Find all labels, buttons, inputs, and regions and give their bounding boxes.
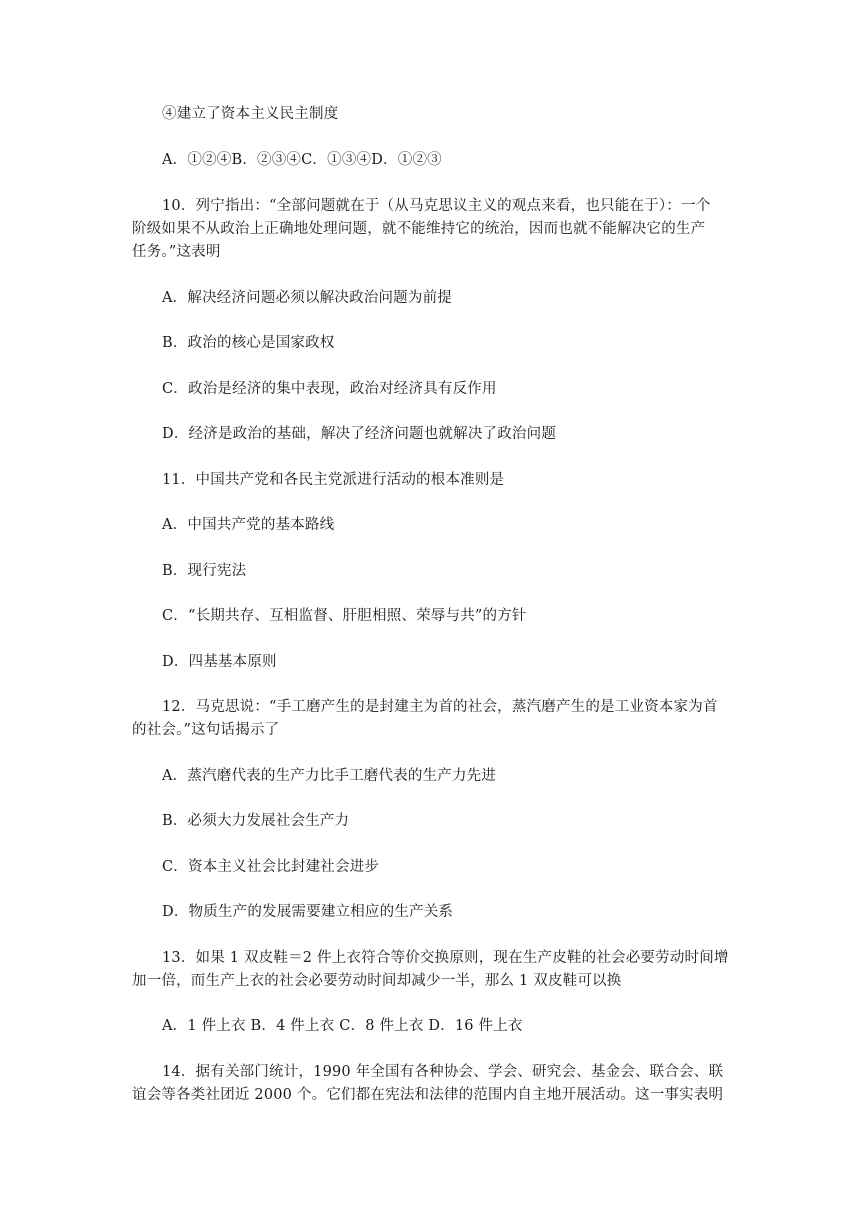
question-11: 11．中国共产党和各民主党派进行活动的根本准则是 xyxy=(162,472,505,488)
answer-choices: A．①②④B．②③④C．①③④D．①②③ xyxy=(162,152,442,168)
question-13-cont: 加一倍，而生产上衣的社会必要劳动时间却减少一半，那么 1 双皮鞋可以换 xyxy=(132,973,622,989)
option-d: D．四基基本原则 xyxy=(162,654,277,670)
option-b: B．政治的核心是国家政权 xyxy=(162,335,335,351)
option-b: B．现行宪法 xyxy=(162,563,247,579)
option-c: C．资本主义社会比封建社会进步 xyxy=(162,859,380,875)
question-12-cont: 的社会。”这句话揭示了 xyxy=(132,722,280,738)
option-line: ④建立了资本主义民主制度 xyxy=(162,106,339,122)
option-c: C．“长期共存、互相监督、肝胆相照、荣辱与共”的方针 xyxy=(162,608,527,624)
question-10-cont: 阶级如果不从政治上正确地处理问题，就不能维持它的统治，因而也就不能解决它的生产 xyxy=(132,221,706,237)
option-b: B．必须大力发展社会生产力 xyxy=(162,813,350,829)
option-d: D．经济是政治的基础，解决了经济问题也就解决了政治问题 xyxy=(162,426,557,442)
question-14: 14．据有关部门统计，1990 年全国有各种协会、学会、研究会、基金会、联合会、联 xyxy=(162,1064,724,1080)
question-10: 10．列宁指出：“全部问题就在于（从马克思议主义的观点来看，也只能在于）：一个 xyxy=(162,198,711,214)
question-10-cont: 任务。”这表明 xyxy=(132,244,221,260)
option-a: A．解决经济问题必须以解决政治问题为前提 xyxy=(162,290,452,306)
option-d: D．物质生产的发展需要建立相应的生产关系 xyxy=(162,904,454,920)
question-14-cont: 谊会等各类社团近 2000 个。它们都在宪法和法律的范围内自主地开展活动。这一事实表明 xyxy=(132,1087,724,1103)
option-a: A．中国共产党的基本路线 xyxy=(162,517,335,533)
question-12: 12．马克思说：“手工磨产生的是封建主为首的社会，蒸汽磨产生的是工业资本家为首 xyxy=(162,699,718,715)
option-c: C．政治是经济的集中表现，政治对经济具有反作用 xyxy=(162,381,497,397)
option-a: A．蒸汽磨代表的生产力比手工磨代表的生产力先进 xyxy=(162,768,497,784)
answer-choices: A．1 件上衣 B．4 件上衣 C．8 件上衣 D．16 件上衣 xyxy=(162,1018,523,1034)
question-13: 13．如果 1 双皮鞋＝2 件上衣符合等价交换原则，现在生产皮鞋的社会必要劳动时间增 xyxy=(162,950,729,966)
